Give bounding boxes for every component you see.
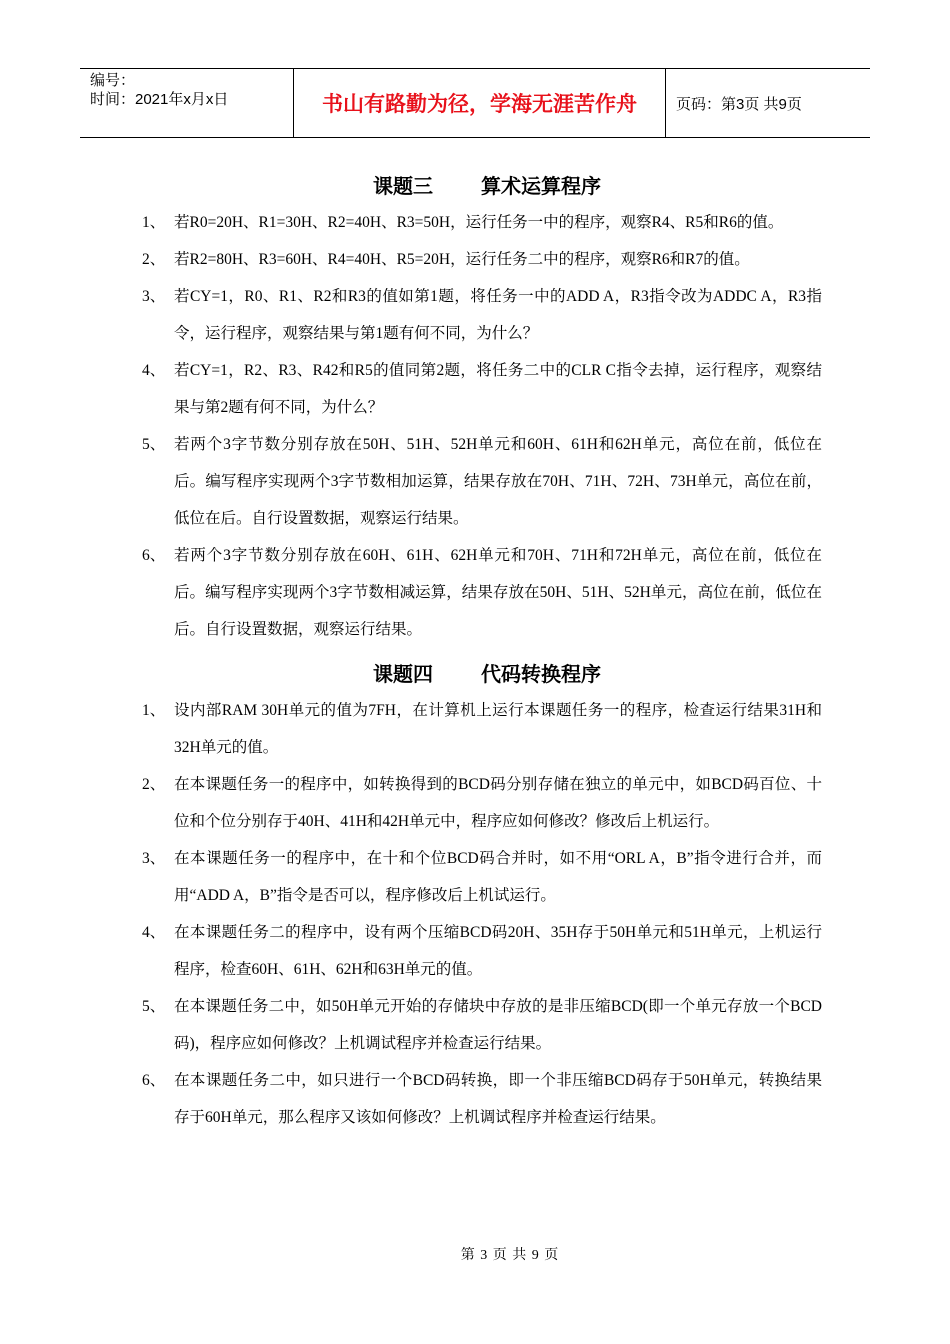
page-header — [80, 68, 870, 138]
list-item: 3、 在本课题任务一的程序中，在十和个位BCD码合并时，如不用“ORL A，B”指令进行合并，而用“ADD A，B”指令是否可以，程序修改后上机试运行。 — [142, 850, 822, 904]
list-item: 2、 在本课题任务一的程序中，如转换得到的BCD码分别存储在独立的单元中，如BCD码百位、十位和个位分别存于40H、41H和42H单元中，程序应如何修改？修改后上机运行。 — [142, 776, 822, 830]
list-item: 3、 若CY=1，R0、R1、R2和R3的值如第1题，将任务一中的ADD A，R3指令改为ADDC A，R3指令，运行程序，观察结果与第1题有何不同，为什么？ — [142, 288, 822, 342]
code-label: 编号： — [90, 72, 136, 89]
list-item: 1、 设内部RAM 30H单元的值为7FH，在计算机上运行本课题任务一的程序，检查运行结果31H和32H单元的值。 — [142, 702, 822, 756]
list-item: 5、 若两个3字节数分别存放在50H、51H、52H单元和60H、61H和62H单元，高位在前，低位在后。编写程序实现两个3字节数相加运算，结果存放在70H、71H、72H、73H单元，高位在前，低位在后。自行设置数据，观察运行结果。 — [142, 436, 822, 527]
list-item: 4、 在本课题任务二的程序中，设有两个压缩BCD码20H、35H存于50H单元和51H单元，上机运行程序，检查60H、61H、62H和63H单元的值。 — [142, 924, 822, 978]
header-info-cell — [80, 69, 294, 137]
list-item: 4、 若CY=1，R2、R3、R42和R5的值同第2题，将任务二中的CLR C指令去掉，运行程序，观察结果与第2题有何不同，为什么？ — [142, 362, 822, 416]
list-item: 5、 在本课题任务二中，如50H单元开始的存储块中存放的是非压缩BCD(即一个单元存放一个BCD码)，程序应如何修改？上机调试程序并检查运行结果。 — [142, 998, 822, 1052]
list-item: 1、 若R0=20H、R1=30H、R2=40H、R3=50H，运行任务一中的程序，观察R4、R5和R6的值。 — [142, 214, 784, 231]
section-title: 课题三 算术运算程序 — [373, 174, 601, 198]
header-motto: 书山有路勤为径，学海无涯苦作舟 — [294, 69, 666, 137]
page-footer: 第 3 页 共 9 页 — [460, 1248, 560, 1263]
document-body — [142, 168, 822, 1136]
list-item: 2、 若R2=80H、R3=60H、R4=40H、R5=20H，运行任务二中的程序，观察R6和R7的值。 — [142, 251, 750, 268]
section-list — [142, 204, 822, 648]
list-item: 6、 若两个3字节数分别存放在60H、61H、62H单元和70H、71H和72H单元，高位在前，低位在后。编写程序实现两个3字节数相减运算，结果存放在50H、51H、52H单元，高位在前，低位在后。自行设置数据，观察运行结果。 — [142, 547, 822, 638]
list-item: 6、 在本课题任务二中，如只进行一个BCD码转换，即一个非压缩BCD码存于50H单元，转换结果存于60H单元，那么程序又该如何修改？上机调试程序并检查运行结果。 — [142, 1072, 822, 1126]
section-list — [142, 692, 822, 1136]
header-page-label: 页码：第3页 共9页 — [676, 95, 802, 113]
section-title: 课题四 代码转换程序 — [373, 662, 601, 686]
time-label: 时间：2021年x月x日 — [90, 91, 229, 108]
